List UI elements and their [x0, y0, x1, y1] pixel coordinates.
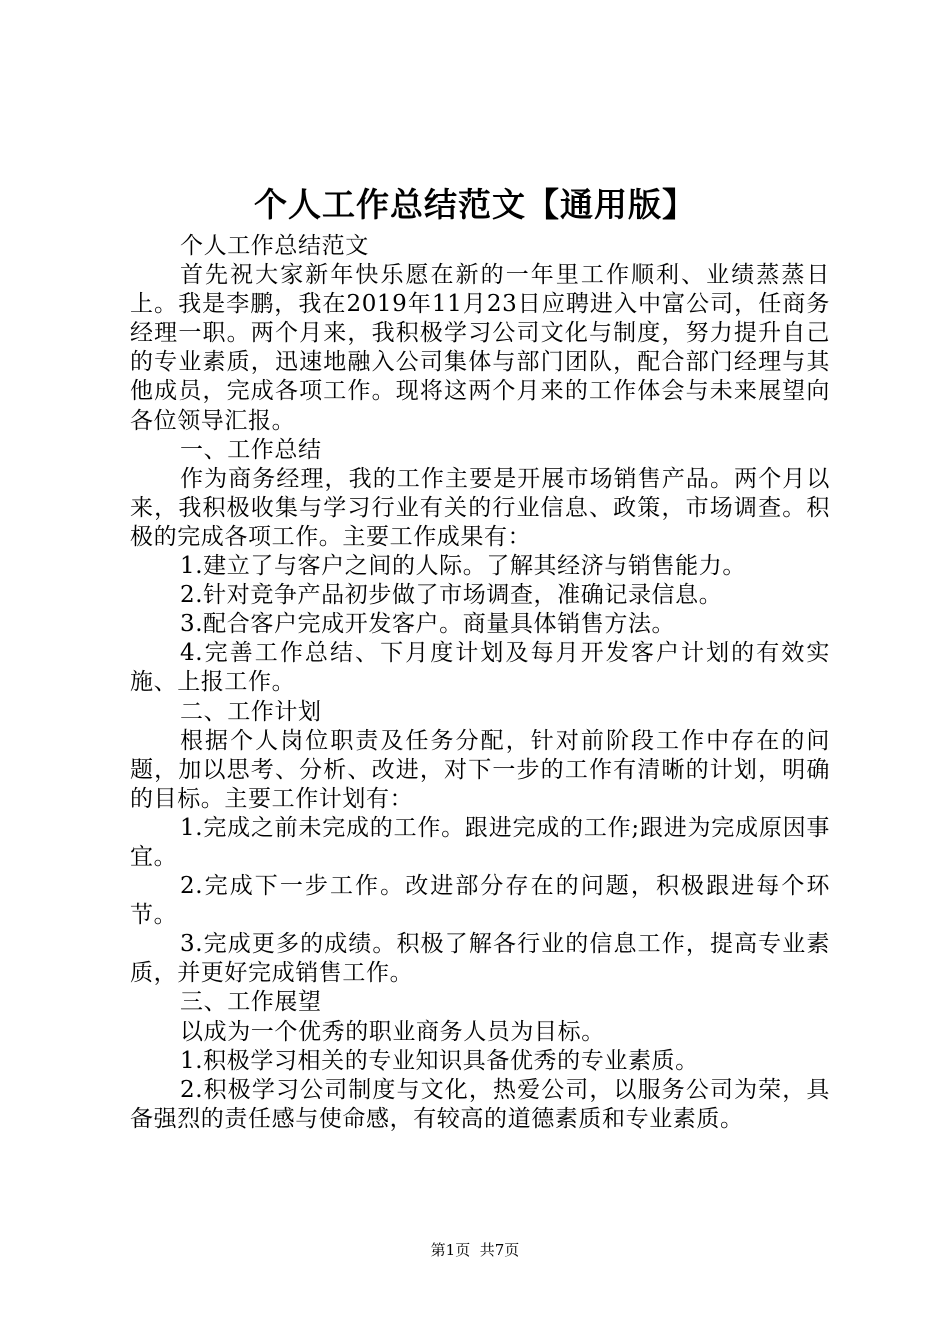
- list-item: 4.完善工作总结、下月度计划及每月开发客户计划的有效实施、上报工作。: [130, 640, 830, 696]
- document-title: 个人工作总结范文【通用版】: [254, 185, 696, 224]
- page-footer: [0, 1240, 950, 1260]
- paragraph-intro: 首先祝大家新年快乐愿在新的一年里工作顺利、业绩蒸蒸日上。我是李鹏，我在2019年11月23日应聘进入中富公司，任商务经理一职。两个月来，我积极学习公司文化与制度，努力提升自己的专业素质，迅速地融入公司集体与部门团队，配合部门经理与其他成员，完成各项工作。现将这两个月来的工作体会与未来展望向各位领导汇报。: [130, 262, 830, 434]
- list-item: 1.完成之前未完成的工作。跟进完成的工作;跟进为完成原因事宜。: [130, 814, 830, 870]
- list-item: 2.完成下一步工作。改进部分存在的问题，积极跟进每个环节。: [130, 873, 830, 929]
- list-item: 3.完成更多的成绩。积极了解各行业的信息工作，提高专业素质，并更好完成销售工作。: [130, 931, 830, 987]
- list-item: 1.建立了与客户之间的人际。了解其经济与销售能力。: [180, 553, 746, 580]
- section-heading-summary: 一、工作总结: [180, 436, 322, 463]
- list-item: 1.积极学习相关的专业知识具备优秀的专业素质。: [180, 1047, 699, 1074]
- paragraph-outlook: 以成为一个优秀的职业商务人员为目标。: [180, 1018, 605, 1045]
- list-item: 2.积极学习公司制度与文化，热爱公司，以服务公司为荣，具备强烈的责任感与使命感，有较高的道德素质和专业素质。: [130, 1076, 830, 1132]
- section-heading-outlook: 三、工作展望: [180, 989, 322, 1016]
- paragraph-summary: 作为商务经理，我的工作主要是开展市场销售产品。两个月以来，我积极收集与学习行业有关的行业信息、政策，市场调查。积极的完成各项工作。主要工作成果有：: [130, 465, 830, 550]
- list-item: 3.配合客户完成开发客户。商量具体销售方法。: [180, 611, 676, 638]
- document-body: [130, 232, 830, 1134]
- section-heading-plan: 二、工作计划: [180, 698, 322, 725]
- page-number: 第1页: [430, 1241, 471, 1259]
- list-item: 2.针对竞争产品初步做了市场调查，准确记录信息。: [180, 582, 723, 609]
- paragraph-plan: 根据个人岗位职责及任务分配，针对前阶段工作中存在的问题，加以思考、分析、改进，对下一步的工作有清晰的计划，明确的目标。主要工作计划有：: [130, 727, 830, 812]
- page-total: 共7页: [479, 1241, 520, 1259]
- paragraph-subtitle: 个人工作总结范文: [180, 233, 369, 259]
